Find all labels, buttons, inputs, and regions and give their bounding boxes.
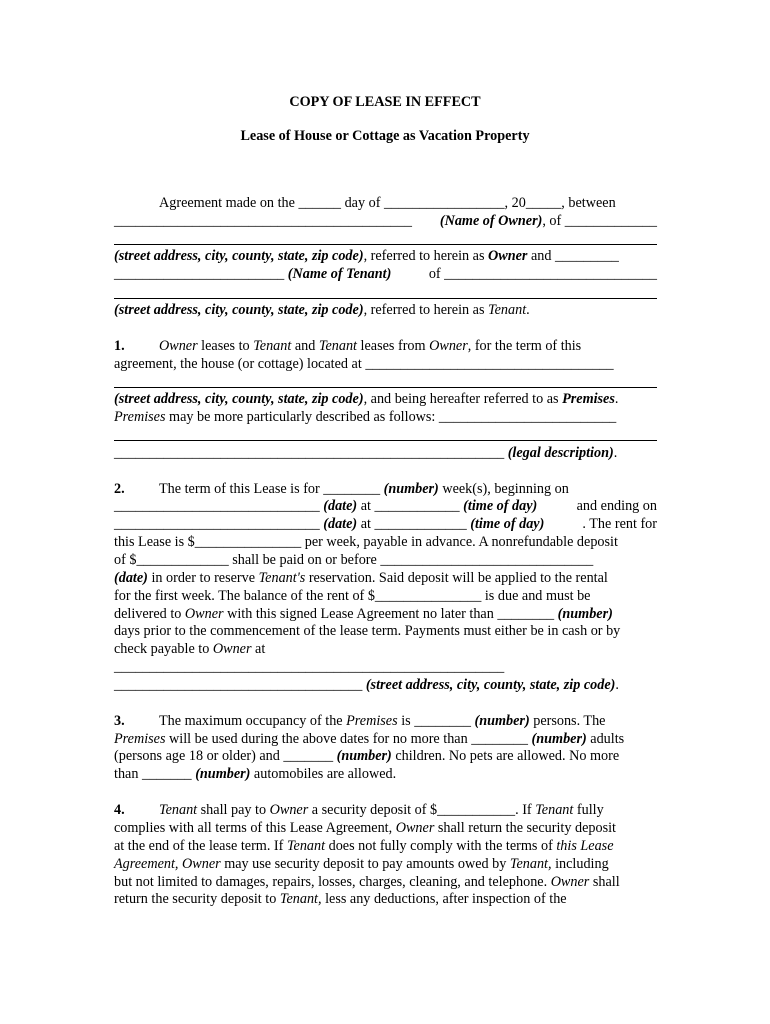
blank-line — [114, 298, 657, 299]
section-2-line-2: _____________________________ (date) at ____________ (time of day) and ending on — [114, 498, 657, 514]
intro-line-4: ________________________ (Name of Tenant) of ______________________________ — [114, 266, 657, 282]
section-3-line-1: 3. The maximum occupancy of the Premises is ________ (number) persons. The — [114, 713, 606, 729]
section-2-line-10: check payable to Owner at — [114, 641, 266, 657]
section-1-line-1: 1. Owner leases to Tenant and Tenant leases from Owner, for the term of this — [114, 338, 582, 354]
intro-line-1: Agreement made on the ______ day of _________________, 20_____, between — [159, 195, 616, 211]
section-1-line-5: _______________________________________________________ (legal description). — [114, 445, 618, 461]
section-2-line-7: for the first week. The balance of the rent of $_______________ is due and must be — [114, 588, 591, 604]
section-3-line-4: than _______ (number) automobiles are allowed. — [114, 766, 397, 782]
intro-line-2: __________________________________________ (Name of Owner), of _____________ — [114, 213, 657, 229]
section-2-line-9: days prior to the commencement of the lease term. Payments must either be in cash or by — [114, 623, 621, 639]
section-4-line-6: return the security deposit to Tenant, less any deductions, after inspection of the — [114, 891, 567, 907]
document-subtitle: Lease of House or Cottage as Vacation Property — [240, 128, 530, 144]
section-2-line-8: delivered to Owner with this signed Lease Agreement no later than ________ (number) — [114, 606, 613, 622]
section-1-line-2: agreement, the house (or cottage) located at ___________________________________ — [114, 356, 614, 372]
section-2-line-6: (date) in order to reserve Tenant's reservation. Said deposit will be applied to the rental — [114, 570, 608, 586]
section-1-line-4: Premises may be more particularly described as follows: _________________________ — [114, 409, 617, 425]
section-2-line-4: this Lease is $_______________ per week, payable in advance. A nonrefundable deposit — [114, 534, 618, 550]
section-4-line-2: complies with all terms of this Lease Agreement, Owner shall return the security deposit — [114, 820, 616, 836]
blank-line — [114, 440, 657, 441]
section-1-line-3: (street address, city, county, state, zip code), and being hereafter referred to as Premises. — [114, 391, 619, 407]
section-4-line-4: Agreement, Owner may use security deposit to pay amounts owed by Tenant, including — [114, 856, 609, 872]
blank-line — [114, 387, 657, 388]
section-2-line-5: of $_____________ shall be paid on or before ______________________________ — [114, 552, 594, 568]
section-2-line-1: 2. The term of this Lease is for ________ (number) week(s), beginning on — [114, 481, 569, 497]
section-2-line-12: ___________________________________ (street address, city, county, state, zip code). — [114, 677, 619, 693]
intro-line-5: (street address, city, county, state, zip code), referred to herein as Tenant. — [114, 302, 530, 318]
section-4-line-1: 4. Tenant shall pay to Owner a security deposit of $___________. If Tenant fully — [114, 802, 604, 818]
section-4-line-3: at the end of the lease term. If Tenant does not fully comply with the terms of this Lease — [114, 838, 614, 854]
blank-line — [114, 244, 657, 245]
section-2-line-3: _____________________________ (date) at _____________ (time of day) . The rent for — [114, 516, 657, 532]
intro-line-3: (street address, city, county, state, zip code), referred to herein as Owner and _________ — [114, 248, 619, 264]
section-2-line-11: _______________________________________________________ — [114, 659, 505, 675]
document-title: COPY OF LEASE IN EFFECT — [289, 94, 481, 110]
section-3-line-3: (persons age 18 or older) and _______ (number) children. No pets are allowed. No more — [114, 748, 620, 764]
section-3-line-2: Premises will be used during the above dates for no more than ________ (number) adults — [114, 731, 625, 747]
section-4-line-5: but not limited to damages, repairs, losses, charges, cleaning, and telephone. Owner shall — [114, 874, 620, 890]
